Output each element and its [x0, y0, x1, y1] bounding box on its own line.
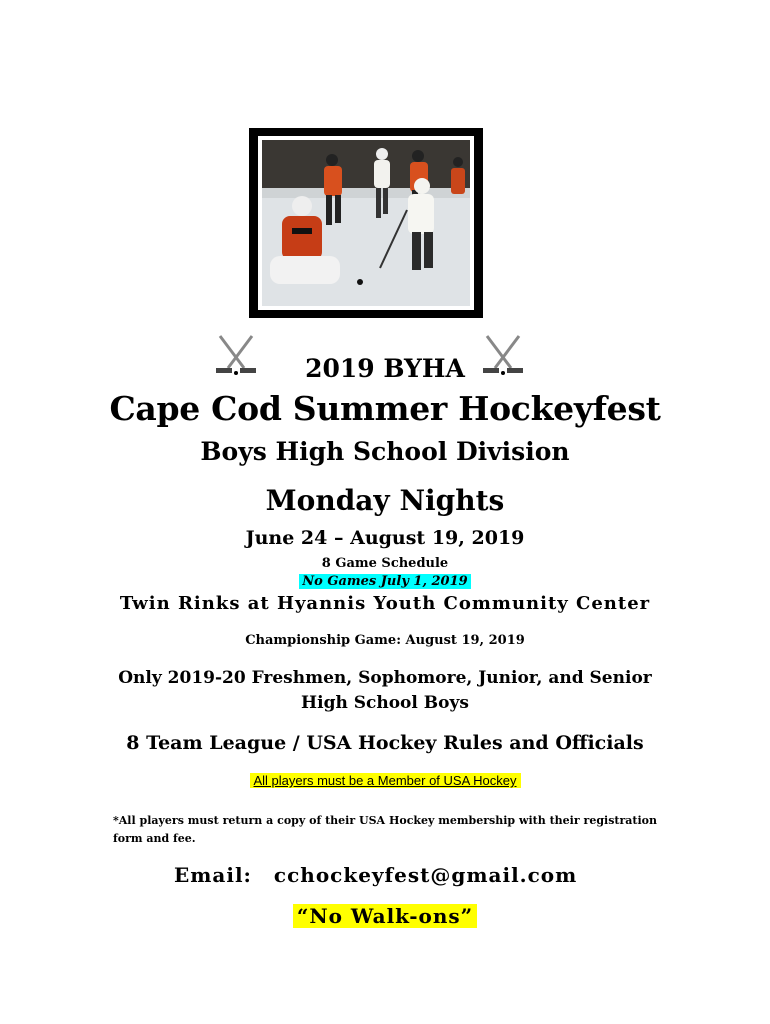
email-row — [174, 863, 577, 887]
walkons-highlight: “No Walk-ons” — [293, 904, 477, 928]
photo-mat — [258, 136, 474, 310]
no-games-line — [0, 574, 770, 589]
eligibility-line1: Only 2019-20 Freshmen, Sophomore, Junior, and Senior — [118, 668, 652, 688]
location: Twin Rinks at Hyannis Youth Community Center — [119, 593, 651, 614]
night: Monday Nights — [265, 484, 505, 517]
division: Boys High School Division — [200, 437, 570, 466]
photo-frame — [249, 128, 483, 318]
championship: Championship Game: August 19, 2019 — [245, 633, 525, 648]
email-address[interactable]: cchockeyfest@gmail.com — [273, 863, 578, 887]
walkons-line — [0, 904, 770, 928]
league-rules: 8 Team League / USA Hockey Rules and Officials — [126, 732, 644, 754]
membership-line — [0, 773, 770, 788]
hockey-action-photo — [262, 140, 470, 306]
page-title: Cape Cod Summer Hockeyfest — [109, 389, 661, 428]
dates: June 24 – August 19, 2019 — [245, 527, 525, 549]
membership-highlight: All players must be a Member of USA Hockey — [250, 773, 521, 788]
no-games-highlight: No Games July 1, 2019 — [299, 574, 470, 589]
email-label: Email: — [174, 863, 252, 887]
year-org: 2019 BYHA — [305, 354, 465, 383]
eligibility-line2: High School Boys — [301, 693, 469, 713]
membership-note: *All players must return a copy of their USA Hockey membership with their registration form and fee. — [113, 814, 657, 845]
games-count: 8 Game Schedule — [321, 556, 449, 571]
